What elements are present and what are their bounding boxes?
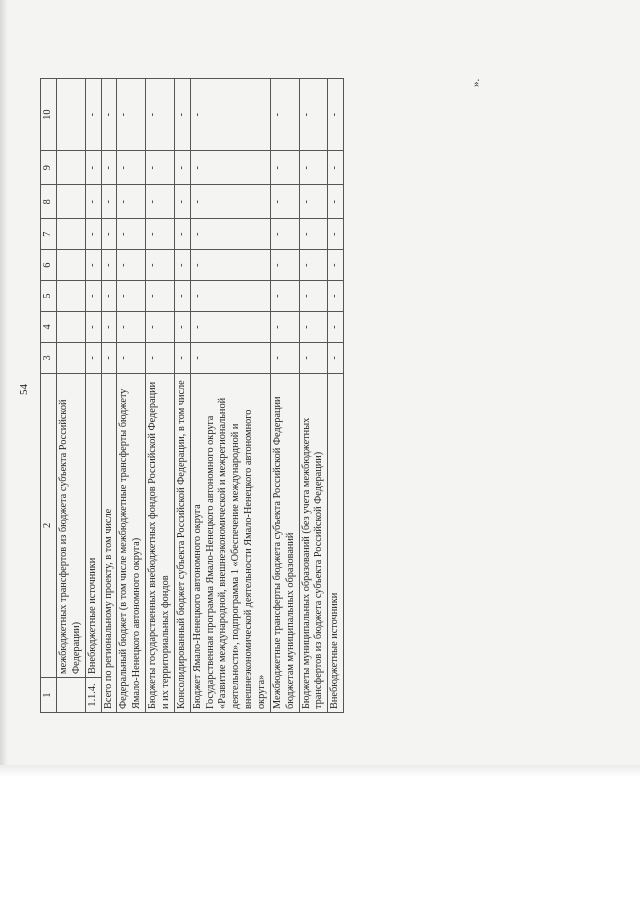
- row-label: Консолидированный бюджет субъекта Российской Федерации, в том числе: [174, 373, 190, 712]
- value-cell: -: [328, 79, 344, 151]
- value-cell: -: [299, 312, 328, 343]
- value-cell: -: [101, 79, 117, 151]
- scan-bottom-edge: [0, 765, 640, 777]
- value-cell: -: [328, 219, 344, 250]
- value-cell: -: [174, 151, 190, 185]
- value-cell: -: [270, 250, 299, 281]
- value-cell: -: [190, 342, 270, 373]
- value-cell: -: [101, 185, 117, 219]
- value-cell: -: [85, 79, 101, 151]
- value-cell: [57, 219, 86, 250]
- value-cell: -: [270, 185, 299, 219]
- table-row: [174, 79, 190, 713]
- column-header: 4: [41, 312, 57, 343]
- value-cell: -: [85, 151, 101, 185]
- column-header: 5: [41, 281, 57, 312]
- value-cell: -: [190, 219, 270, 250]
- value-cell: -: [146, 219, 175, 250]
- table-row: [270, 79, 299, 713]
- row-label: Бюджеты муниципальных образований (без учета межбюджетных трансфертов из бюджета субъекта Российской Федерации): [299, 373, 328, 712]
- value-cell: -: [190, 79, 270, 151]
- value-cell: [57, 151, 86, 185]
- page-number: 54: [18, 384, 30, 395]
- row-label: Внебюджетные источники: [328, 373, 344, 712]
- row-label: Всего по региональному проекту, в том числе: [101, 373, 117, 712]
- value-cell: -: [174, 312, 190, 343]
- column-header: 2: [41, 373, 57, 677]
- value-cell: -: [270, 151, 299, 185]
- value-cell: -: [117, 151, 146, 185]
- value-cell: -: [101, 151, 117, 185]
- table-body: [57, 79, 344, 713]
- column-header: 7: [41, 219, 57, 250]
- value-cell: -: [299, 219, 328, 250]
- value-cell: -: [146, 250, 175, 281]
- row-label: Внебюджетные источники: [85, 373, 101, 677]
- value-cell: -: [190, 151, 270, 185]
- value-cell: -: [117, 312, 146, 343]
- value-cell: -: [101, 342, 117, 373]
- value-cell: -: [85, 312, 101, 343]
- value-cell: -: [146, 151, 175, 185]
- column-header: 1: [41, 677, 57, 712]
- value-cell: -: [270, 281, 299, 312]
- value-cell: -: [174, 219, 190, 250]
- value-cell: -: [328, 342, 344, 373]
- value-cell: -: [270, 342, 299, 373]
- value-cell: -: [190, 185, 270, 219]
- scan-edge-shadow: [0, 0, 8, 775]
- value-cell: -: [117, 250, 146, 281]
- row-label: межбюджетных трансфертов из бюджета субъекта Российской Федерации): [57, 373, 86, 677]
- value-cell: [57, 250, 86, 281]
- column-header: 10: [41, 79, 57, 151]
- value-cell: -: [174, 250, 190, 281]
- value-cell: -: [117, 281, 146, 312]
- closing-quote-mark: ».: [470, 78, 482, 87]
- value-cell: -: [174, 281, 190, 312]
- value-cell: -: [101, 312, 117, 343]
- value-cell: -: [270, 312, 299, 343]
- table-row: [85, 79, 101, 713]
- value-cell: [57, 185, 86, 219]
- value-cell: -: [299, 185, 328, 219]
- column-header: 9: [41, 151, 57, 185]
- value-cell: -: [117, 79, 146, 151]
- row-label: Бюджеты государственных внебюджетных фондов Российской Федерации и их территориальных фондов: [146, 373, 175, 712]
- value-cell: -: [328, 151, 344, 185]
- row-number: [57, 677, 86, 712]
- value-cell: -: [85, 185, 101, 219]
- row-label: Федеральный бюджет (в том числе межбюджетные трансферты бюджету Ямало-Ненецкого автономного округа): [117, 373, 146, 712]
- value-cell: -: [117, 342, 146, 373]
- table-row: [299, 79, 328, 713]
- value-cell: -: [146, 185, 175, 219]
- value-cell: -: [299, 342, 328, 373]
- value-cell: -: [146, 342, 175, 373]
- value-cell: -: [270, 79, 299, 151]
- value-cell: -: [328, 185, 344, 219]
- row-label: Бюджет Ямало-Ненецкого автономного округа Государственная программа Ямало-Ненецкого автономного округа «Развитие международной, внешнеэкономической и межрегиональной деятельности», подпрограмма 1 «Обеспечение международной и внешнеэкономической деятельности Ямало-Ненецкого автономного округа»: [190, 373, 270, 712]
- value-cell: -: [299, 281, 328, 312]
- column-header: 8: [41, 185, 57, 219]
- value-cell: -: [328, 312, 344, 343]
- header-row: [41, 79, 57, 713]
- value-cell: -: [117, 185, 146, 219]
- value-cell: -: [328, 281, 344, 312]
- value-cell: -: [117, 219, 146, 250]
- table-row: [117, 79, 146, 713]
- value-cell: -: [174, 79, 190, 151]
- value-cell: -: [85, 250, 101, 281]
- value-cell: -: [101, 250, 117, 281]
- value-cell: -: [146, 281, 175, 312]
- value-cell: -: [85, 219, 101, 250]
- column-header: 3: [41, 342, 57, 373]
- value-cell: -: [299, 79, 328, 151]
- value-cell: -: [101, 281, 117, 312]
- table-row: [101, 79, 117, 713]
- value-cell: -: [146, 79, 175, 151]
- value-cell: [57, 79, 86, 151]
- value-cell: -: [190, 281, 270, 312]
- value-cell: [57, 281, 86, 312]
- value-cell: -: [85, 342, 101, 373]
- value-cell: -: [328, 250, 344, 281]
- table-row: [190, 79, 270, 713]
- table-row: [146, 79, 175, 713]
- value-cell: -: [190, 250, 270, 281]
- table-row: [328, 79, 344, 713]
- value-cell: [57, 312, 86, 343]
- row-label: Межбюджетные трансферты бюджета субъекта Российской Федерации бюджетам муниципальных образований: [270, 373, 299, 712]
- value-cell: -: [270, 219, 299, 250]
- value-cell: -: [101, 219, 117, 250]
- rotated-page-content: [18, 78, 482, 713]
- row-number: 1.1.4.: [85, 677, 101, 712]
- column-header: 6: [41, 250, 57, 281]
- value-cell: -: [299, 151, 328, 185]
- value-cell: -: [174, 342, 190, 373]
- value-cell: -: [85, 281, 101, 312]
- value-cell: -: [146, 312, 175, 343]
- table-row: [57, 79, 86, 713]
- value-cell: -: [174, 185, 190, 219]
- value-cell: [57, 342, 86, 373]
- value-cell: -: [190, 312, 270, 343]
- value-cell: -: [299, 250, 328, 281]
- budget-table: [40, 78, 344, 713]
